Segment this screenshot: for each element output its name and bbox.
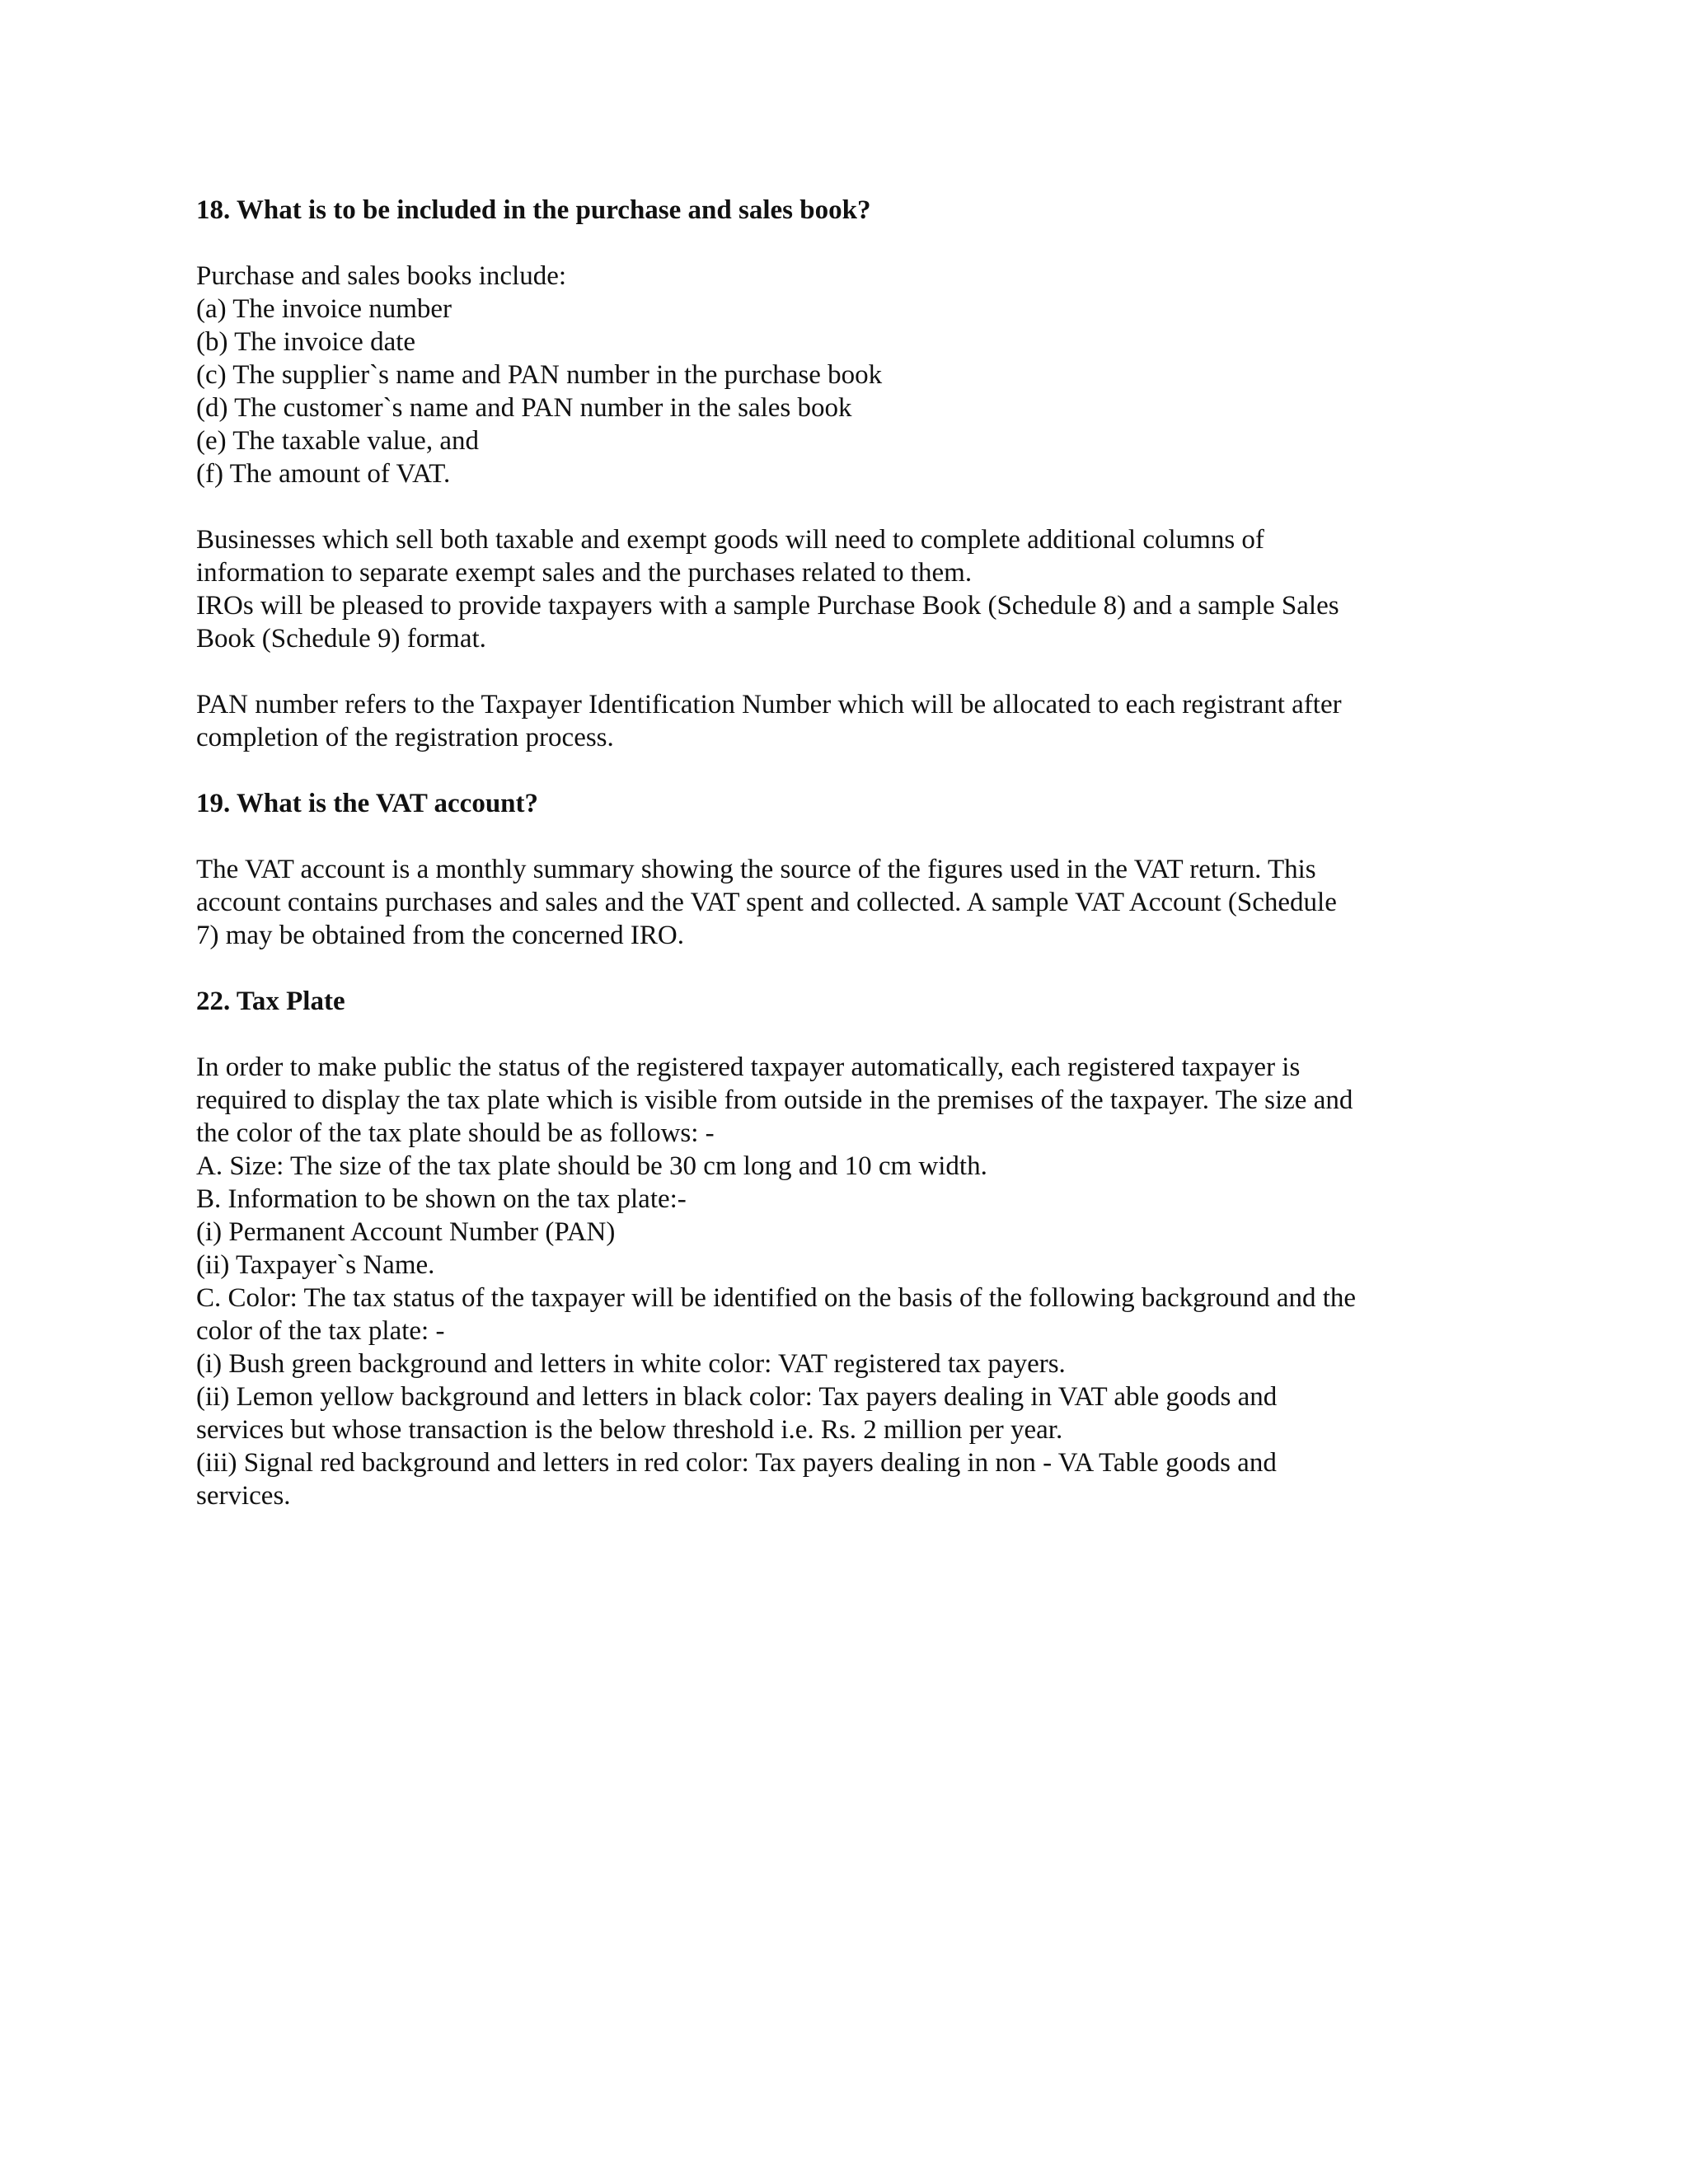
paragraph-line: IROs will be pleased to provide taxpayers with a sample Purchase Book (Schedule 8) and a sample Sales: [196, 591, 1339, 621]
paragraph-line: Businesses which sell both taxable and exempt goods will need to complete additional columns of: [196, 525, 1264, 555]
section-19-heading: 19. What is the VAT account?: [196, 789, 539, 818]
paragraph-line: (ii) Lemon yellow background and letters in black color: Tax payers dealing in VAT able goods and: [196, 1382, 1278, 1412]
section-22-heading: 22. Tax Plate: [196, 987, 345, 1016]
list-item: (c) The supplier`s name and PAN number in the purchase book: [196, 360, 883, 390]
list-item: (b) The invoice date: [196, 327, 416, 357]
document-page: [196, 194, 1515, 1512]
section-19-paragraph: [196, 853, 1515, 952]
section-18-list: [196, 260, 1515, 490]
paragraph-line: A. Size: The size of the tax plate should be 30 cm long and 10 cm width.: [196, 1151, 987, 1181]
section-18-paragraph-1: [196, 523, 1515, 655]
paragraph-line: (i) Permanent Account Number (PAN): [196, 1217, 616, 1247]
paragraph-line: The VAT account is a monthly summary showing the source of the figures used in the VAT return. This: [196, 855, 1316, 884]
paragraph-line: required to display the tax plate which is visible from outside in the premises of the taxpayer. The size and: [196, 1085, 1353, 1115]
paragraph-line: services.: [196, 1481, 291, 1511]
spacer: [196, 820, 1515, 853]
paragraph-line: 7) may be obtained from the concerned IRO.: [196, 921, 684, 950]
paragraph-line: Book (Schedule 9) format.: [196, 624, 486, 654]
paragraph-line: In order to make public the status of the registered taxpayer automatically, each registered taxpayer is: [196, 1052, 1301, 1082]
spacer: [196, 952, 1515, 985]
list-item: (a) The invoice number: [196, 294, 452, 324]
paragraph-line: information to separate exempt sales and the purchases related to them.: [196, 558, 973, 588]
list-item: (d) The customer`s name and PAN number in the sales book: [196, 393, 852, 423]
paragraph-line: color of the tax plate: -: [196, 1316, 445, 1346]
paragraph-line: completion of the registration process.: [196, 723, 614, 752]
paragraph-line: the color of the tax plate should be as follows: -: [196, 1118, 715, 1148]
paragraph-line: (ii) Taxpayer`s Name.: [196, 1250, 435, 1280]
section-18-heading: 18. What is to be included in the purchase and sales book?: [196, 195, 871, 225]
list-item: (e) The taxable value, and: [196, 426, 479, 456]
spacer: [196, 655, 1515, 688]
paragraph-line: PAN number refers to the Taxpayer Identification Number which will be allocated to each registrant after: [196, 690, 1342, 719]
spacer: [196, 490, 1515, 523]
spacer: [196, 754, 1515, 787]
paragraph-line: (iii) Signal red background and letters in red color: Tax payers dealing in non - VA Table goods and: [196, 1448, 1277, 1478]
paragraph-line: services but whose transaction is the below threshold i.e. Rs. 2 million per year.: [196, 1415, 1063, 1445]
list-item: (f) The amount of VAT.: [196, 459, 451, 489]
paragraph-line: account contains purchases and sales and the VAT spent and collected. A sample VAT Account (Schedule: [196, 888, 1337, 917]
paragraph-line: (i) Bush green background and letters in white color: VAT registered tax payers.: [196, 1349, 1066, 1379]
section-18-paragraph-2: [196, 688, 1515, 754]
spacer: [196, 1018, 1515, 1051]
section-22-body: [196, 1051, 1515, 1512]
paragraph-line: B. Information to be shown on the tax plate:-: [196, 1184, 687, 1214]
paragraph-line: C. Color: The tax status of the taxpayer will be identified on the basis of the following background and the: [196, 1283, 1357, 1313]
list-intro: Purchase and sales books include:: [196, 261, 567, 291]
spacer: [196, 227, 1515, 260]
